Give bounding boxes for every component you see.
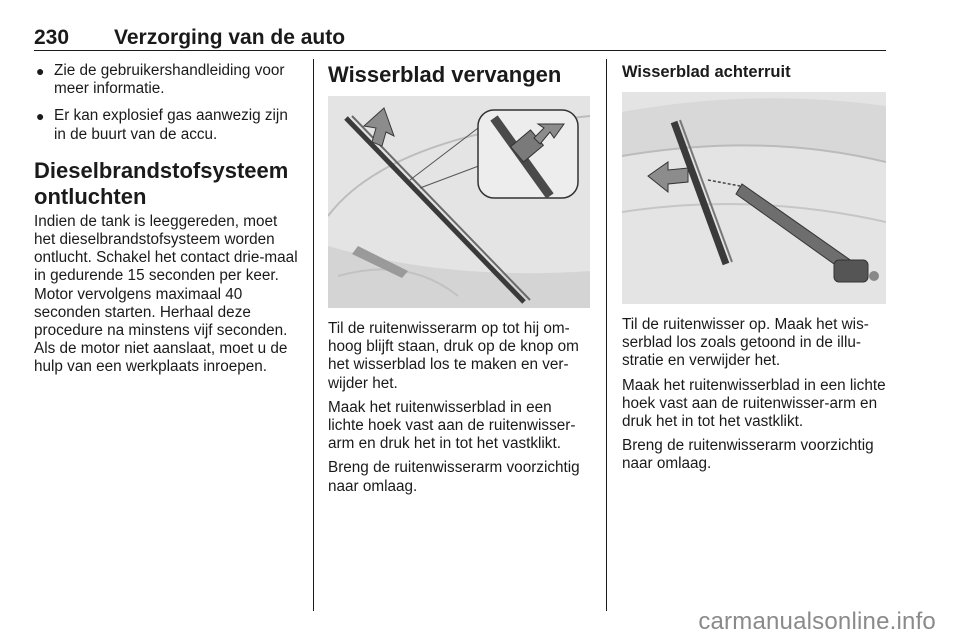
section-heading-rear-wiper: Wisserblad achterruit — [622, 63, 791, 81]
body-paragraph: Indien de tank is leeggereden, moet het dieselbrandstofsysteem worden ontlucht. Schakel het contact drie-maal in gedurende 15 seconden per keer. Motor vervolgens maximaal 40 seconden starten. Herhaal deze procedure na minstens vijf seconden. Als de motor niet aanslaat, moet u de hulp van een werkplaats inroepen. — [34, 212, 298, 376]
chapter-title: Verzorging van de auto — [114, 26, 346, 49]
watermark-text: carmanualsonline.info — [698, 608, 936, 635]
column-2 — [328, 62, 590, 502]
section-heading-wiper-blade: Wisserblad vervangen — [328, 62, 562, 87]
body-paragraph: Maak het ruitenwisserblad in een lichte hoek vast aan de ruitenwisser-arm en druk het in tot het vastklikt. — [622, 376, 886, 431]
bullet-icon: ● — [36, 108, 45, 125]
bullet-text: Zie de gebruikershandleiding voor meer informatie. — [54, 62, 285, 98]
bullet-item — [34, 62, 302, 98]
header-divider — [34, 50, 886, 51]
column-divider-2 — [606, 59, 607, 611]
column-1 — [34, 62, 302, 383]
body-paragraph: Til de ruitenwisserarm op tot hij om-hoog blijft staan, druk op de knop om het wisserblad los te maken en ver-wijder het. — [328, 320, 579, 392]
column-divider-1 — [313, 59, 314, 611]
bullet-item — [34, 107, 302, 143]
page-header — [34, 22, 886, 50]
body-paragraph: Til de ruitenwisser op. Maak het wis-serblad los zoals getoond in de illu-stratie en verwijder het. — [622, 316, 869, 370]
bullet-text: Er kan explosief gas aanwezig zijn in de buurt van de accu. — [54, 107, 288, 143]
section-heading-diesel: Dieselbrandstofsysteem ontluchten — [34, 157, 289, 209]
windscreen-wiper-illustration — [328, 96, 590, 308]
bullet-icon: ● — [36, 63, 45, 79]
column-3 — [622, 62, 886, 480]
rear-wiper-illustration — [622, 92, 886, 304]
body-paragraph: Breng de ruitenwisserarm voorzichtig naar omlaag. — [622, 437, 874, 473]
body-paragraph: Maak het ruitenwisserblad in een lichte hoek vast aan de ruitenwisser-arm en druk het in tot het vastklikt. — [328, 398, 576, 453]
page-number: 230 — [34, 26, 70, 49]
body-paragraph: Breng de ruitenwisserarm voorzichtig naar omlaag. — [328, 459, 580, 495]
